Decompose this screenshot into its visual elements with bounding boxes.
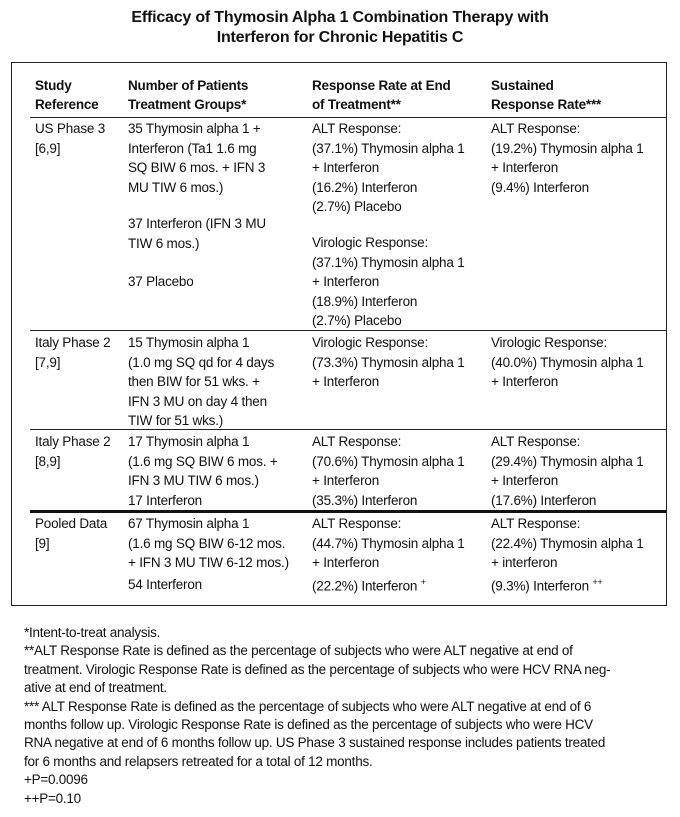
footnote-intent-to-treat: *Intent-to-treat analysis. [24,625,161,640]
footnote-p-value-2: ++P=0.10 [24,790,81,806]
row1-end-virologic-response: Virologic Response: (37.1%) Thymosin alpha 1 + Interferon (18.9%) Interferon (2.7%) Placebo [312,235,465,328]
header-study-reference: Study Reference [35,78,99,112]
row4-end-interferon [312,573,426,596]
title-line-1: Efficacy of Thymosin Alpha 1 Combination Therapy with [131,9,549,26]
footnote-sustained: *** ALT Response Rate is defined as the percentage of subjects who were ALT negative at end of 6 months follow up. Virologic Response Rate is defined as the percentage of subjects who were HCV RNA negative at end of 6 months follow up. US Phase 3 sustained response includes patients treated for 6 months and relapsers retreated for a total of 12 months. [24,698,606,769]
row1-patients-interferon: 37 Interferon (IFN 3 MU TIW 6 mos.) [128,216,266,251]
document-title [0,8,680,48]
row3-study: Italy Phase 2 [8,9] [35,434,111,469]
row4-patients-combination: 67 Thymosin alpha 1 (1.6 mg SQ BIW 6-12 mos. + IFN 3 MU TIW 6-12 mos.) [128,516,289,570]
row4-end-alt-response: ALT Response: (44.7%) Thymosin alpha 1 + Interferon [312,516,465,570]
footnote-end-of-treatment: **ALT Response Rate is defined as the percentage of subjects who were ALT negative at end of treatment. Virologic Response Rate is defined as the percentage of subjects who were HCV RNA neg- ative at end of treatment. [24,643,611,696]
title-line-2: Interferon for Chronic Hepatitis C [216,29,464,46]
row4-sustained-footnote-mark: ++ [592,577,603,587]
row4-end-interferon-text: (22.2%) Interferon [312,578,418,594]
row-divider [30,429,666,430]
pooled-divider [30,510,666,513]
row3-end-alt-response: ALT Response: (70.6%) Thymosin alpha 1 + Interferon (35.3%) Interferon [312,434,465,508]
row4-sustained-alt-response: ALT Response: (22.4%) Thymosin alpha 1 + interferon [491,516,644,570]
row2-patients: 15 Thymosin alpha 1 (1.0 mg SQ qd for 4 days then BIW for 51 wks. + IFN 3 MU on day 4 then TIW for 51 wks.) [128,335,275,428]
header-sustained-response: Sustained Response Rate*** [491,78,602,112]
row1-sustained-alt-response: ALT Response: (19.2%) Thymosin alpha 1 + Interferon (9.4%) Interferon [491,121,644,195]
row4-patients-interferon: 54 Interferon [128,577,202,592]
row1-end-alt-response: ALT Response: (37.1%) Thymosin alpha 1 + Interferon (16.2%) Interferon (2.7%) Placebo [312,121,465,214]
footnote-p-value-1: +P=0.0096 [24,772,88,788]
row4-end-footnote-mark: + [420,577,426,587]
row4-sustained-interferon-text: (9.3%) Interferon [491,578,589,594]
row1-patients-placebo: 37 Placebo [128,274,194,289]
header-response-end-of-treatment: Response Rate at End of Treatment** [312,78,451,112]
header-divider [30,117,666,118]
footnotes [24,624,664,808]
row2-end-virologic-response: Virologic Response: (73.3%) Thymosin alpha 1 + Interferon [312,335,465,389]
row3-sustained-alt-response: ALT Response: (29.4%) Thymosin alpha 1 + Interferon (17.6%) Interferon [491,434,644,508]
row2-study: Italy Phase 2 [7,9] [35,335,111,370]
row2-sustained-virologic-response: Virologic Response: (40.0%) Thymosin alpha 1 + Interferon [491,335,644,389]
row1-study: US Phase 3 [6,9] [35,121,106,156]
row1-patients-combination: 35 Thymosin alpha 1 + Interferon (Ta1 1.6 mg SQ BIW 6 mos. + IFN 3 MU TIW 6 mos.) [128,121,266,195]
row4-study: Pooled Data [9] [35,516,108,551]
row4-sustained-interferon [491,573,603,596]
row-divider [30,330,666,331]
row3-patients: 17 Thymosin alpha 1 (1.6 mg SQ BIW 6 mos. + IFN 3 MU TIW 6 mos.) 17 Interferon [128,434,278,508]
header-number-of-patients: Number of Patients Treatment Groups* [128,78,249,112]
